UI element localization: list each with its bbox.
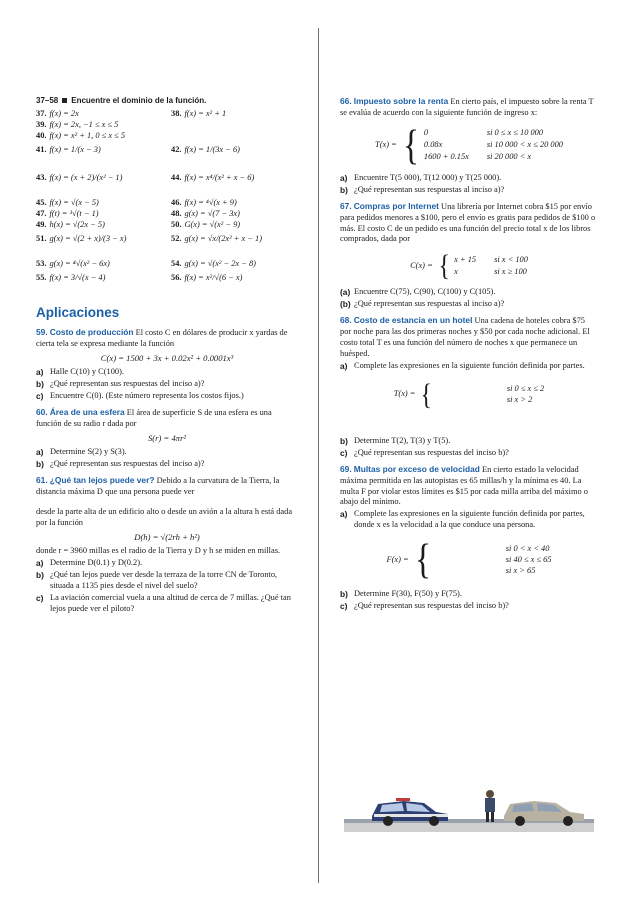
case-condition: si 40 ≤ x ≤ 65 bbox=[505, 554, 552, 564]
case-condition: si x > 2 bbox=[506, 394, 533, 404]
part-label: a) bbox=[340, 172, 348, 183]
exercise-expression: G(x) = √(x² − 9) bbox=[184, 220, 241, 230]
problem-intro: Una librería por Internet cobra $15 por envío para pedidos menores a $100, pero el envío es gratis para pedidos de $100 o más. El costo C de un pedido es una función del precio total x de los libros comprados, dada por bbox=[340, 201, 596, 244]
exercise-number: 53. bbox=[36, 259, 47, 269]
part-a bbox=[36, 367, 298, 378]
exercise-number: 56. bbox=[171, 273, 182, 283]
problem-number: 61. bbox=[36, 474, 48, 485]
part-label: b) bbox=[340, 589, 348, 600]
piecewise-function bbox=[340, 537, 598, 584]
exercise-expression: f(x) = 2x, −1 ≤ x ≤ 5 bbox=[49, 120, 119, 130]
exercise-expression: f(x) = 1/(3x − 6) bbox=[184, 145, 240, 155]
exercise-number: 50. bbox=[171, 220, 182, 230]
cases bbox=[437, 384, 544, 406]
piecewise-function bbox=[340, 251, 598, 281]
exercise-item bbox=[36, 120, 171, 131]
exercise-number: 49. bbox=[36, 220, 47, 230]
exercise-item bbox=[171, 109, 298, 120]
exercise-number: 38. bbox=[171, 109, 182, 119]
part-b bbox=[36, 570, 298, 592]
part-label: a) bbox=[340, 509, 348, 520]
part-a bbox=[340, 287, 598, 298]
part-label: b) bbox=[36, 458, 44, 469]
exercise-item bbox=[171, 209, 298, 220]
part-label: b) bbox=[340, 435, 348, 446]
part-text: Complete las expresiones en la siguiente función definida por partes, donde x es la velocidad a la que conduce una persona. bbox=[354, 509, 585, 530]
officer-icon bbox=[485, 790, 495, 822]
part-c bbox=[36, 593, 298, 615]
case-condition: si x > 65 bbox=[505, 565, 536, 575]
exercise-number: 43. bbox=[36, 173, 47, 183]
problem-61 bbox=[36, 475, 298, 615]
piecewise-function bbox=[340, 122, 598, 169]
function-lhs: F(x) = bbox=[386, 554, 409, 564]
left-brace-icon: { bbox=[414, 537, 431, 584]
part-label: b) bbox=[340, 184, 348, 195]
problem-title: Impuesto sobre la renta bbox=[353, 96, 449, 106]
part-text: Determine D(0.1) y D(0.2). bbox=[50, 558, 143, 568]
part-text: ¿Qué representan sus respuestas del inciso a)? bbox=[50, 378, 205, 388]
exercise-item bbox=[36, 170, 171, 198]
exercise-expression: f(x) = 3/√(x − 4) bbox=[49, 273, 106, 283]
exercise-number: 46. bbox=[171, 198, 182, 208]
part-c bbox=[340, 601, 598, 612]
exercise-item bbox=[36, 142, 171, 170]
part-b bbox=[340, 299, 598, 310]
exercise-number: 45. bbox=[36, 198, 47, 208]
part-b bbox=[340, 589, 598, 600]
part-b bbox=[340, 185, 598, 196]
exercise-number: 47. bbox=[36, 209, 47, 219]
exercise-expression: h(x) = √(2x − 5) bbox=[49, 220, 105, 230]
exercise-item bbox=[36, 220, 171, 231]
part-c bbox=[36, 391, 298, 402]
part-a bbox=[340, 361, 598, 372]
exercise-item bbox=[171, 120, 298, 131]
exercise-expression: f(x) = x²/√(6 − x) bbox=[184, 273, 243, 283]
part-label: c) bbox=[36, 390, 44, 401]
section-title: Aplicaciones bbox=[36, 305, 120, 321]
part-label: (a) bbox=[340, 287, 351, 298]
problem-number: 67. bbox=[340, 200, 352, 211]
right-column bbox=[340, 96, 598, 613]
part-text: Determine S(2) y S(3). bbox=[50, 446, 127, 456]
cases bbox=[454, 255, 528, 278]
part-label: c) bbox=[340, 447, 348, 458]
problem-intro: El costo C en dólares de producir x yardas de cierta tela se expresa mediante la función bbox=[36, 327, 288, 348]
exercise-item bbox=[36, 109, 171, 120]
part-text: Determine F(30), F(50) y F(75). bbox=[354, 589, 462, 599]
part-text: Encuentre C(0). (Este número representa los costos fijos.) bbox=[50, 390, 244, 400]
part-b bbox=[36, 379, 298, 390]
case-condition: si 0 < x < 40 bbox=[505, 543, 550, 553]
problem-60 bbox=[36, 407, 298, 470]
case-value: x bbox=[454, 266, 458, 276]
problem-number: 60. bbox=[36, 406, 48, 417]
exercise-expression: f(x) = √(x − 5) bbox=[49, 198, 99, 208]
exercises-range: 37–58 bbox=[36, 96, 59, 105]
case-value: x + 15 bbox=[454, 254, 477, 264]
case-condition: si x < 100 bbox=[494, 254, 528, 264]
case-value: 0 bbox=[423, 128, 429, 138]
exercise-expression: f(x) = x² + 1 bbox=[184, 109, 227, 119]
exercise-item bbox=[171, 131, 298, 142]
part-text: Encuentre T(5 000), T(12 000) y T(25 000). bbox=[354, 172, 502, 182]
part-text: ¿Qué representan sus respuestas del inciso a)? bbox=[50, 458, 205, 468]
piecewise-function bbox=[340, 377, 598, 411]
exercise-number: 52. bbox=[171, 234, 182, 244]
exercise-expression: f(x) = x⁴/(x² + x − 6) bbox=[184, 173, 255, 183]
part-text: Halle C(10) y C(100). bbox=[50, 366, 124, 376]
exercise-item bbox=[36, 209, 171, 220]
part-label: c) bbox=[36, 593, 44, 604]
exercise-number: 48. bbox=[171, 209, 182, 219]
problem-intro-continued: desde la parte alta de un edificio alto o desde un avión a la altura h está dada por la función bbox=[36, 507, 293, 528]
formula: D(h) = √(2rh + h²) bbox=[134, 532, 200, 543]
formula: C(x) = 1500 + 3x + 0.02x² + 0.0001x³ bbox=[100, 352, 234, 363]
problem-69 bbox=[340, 464, 598, 612]
exercise-item bbox=[36, 131, 171, 142]
exercise-grid bbox=[36, 109, 298, 298]
part-b bbox=[36, 459, 298, 470]
left-brace-icon: { bbox=[402, 122, 419, 169]
part-a bbox=[340, 509, 598, 531]
function-lhs: T(x) = bbox=[375, 140, 397, 150]
exercises-instruction: Encuentre el dominio de la función. bbox=[71, 96, 207, 105]
exercise-expression: f(x) = (x + 2)/(x² − 1) bbox=[49, 173, 123, 183]
exercise-item bbox=[171, 270, 298, 298]
exercise-number: 54. bbox=[171, 259, 182, 269]
exercise-item bbox=[171, 259, 298, 270]
cases bbox=[436, 544, 552, 577]
exercise-expression: g(x) = √(x² − 2x − 8) bbox=[184, 259, 256, 269]
case-condition: si 10 000 < x ≤ 20 000 bbox=[486, 140, 563, 150]
problem-68 bbox=[340, 315, 598, 458]
part-label: b) bbox=[36, 378, 44, 389]
problem-intro: En cierto estado la velocidad máxima permitida en las autopistas es 65 millas/h y la mínima es 40. La multa F por violar estos límites es $15 por cada milla arriba del máximo o abajo del mínimo. bbox=[340, 464, 588, 507]
police-stop-illustration bbox=[344, 770, 594, 838]
case-condition: si x ≥ 100 bbox=[494, 266, 527, 276]
exercise-number: 55. bbox=[36, 273, 47, 283]
part-a bbox=[36, 558, 298, 569]
part-a bbox=[340, 173, 598, 184]
case-value: 1600 + 0.15x bbox=[423, 152, 469, 162]
part-c bbox=[340, 448, 598, 459]
part-label: a) bbox=[36, 446, 44, 457]
part-text: ¿Qué representan sus respuestas al inciso a)? bbox=[354, 184, 505, 194]
exercise-item bbox=[36, 259, 171, 270]
exercise-item bbox=[36, 270, 171, 298]
left-column bbox=[36, 96, 298, 616]
exercise-expression: f(t) = ³√(t − 1) bbox=[49, 209, 99, 219]
part-text: Encuentre C(75), C(90), C(100) y C(105). bbox=[354, 287, 496, 297]
problem-59 bbox=[36, 327, 298, 402]
function-lhs: T(x) = bbox=[393, 389, 416, 399]
exercise-number: 44. bbox=[171, 173, 182, 183]
part-text: Determine T(2), T(3) y T(5). bbox=[354, 435, 451, 445]
part-text: ¿Qué representan sus respuestas al inciso a)? bbox=[354, 299, 505, 309]
cases bbox=[424, 128, 563, 163]
exercise-item bbox=[171, 170, 298, 198]
problem-number: 69. bbox=[340, 463, 352, 474]
exercise-expression: f(x) = 1/(x − 3) bbox=[49, 145, 101, 155]
problem-title: Compras por Internet bbox=[353, 200, 439, 211]
problem-number: 68. bbox=[340, 315, 352, 326]
case-condition: si 0 ≤ x ≤ 2 bbox=[506, 383, 545, 393]
problem-note: donde r = 3960 millas es el radio de la Tierra y D y h se miden en millas. bbox=[36, 546, 281, 556]
road-icon bbox=[344, 822, 594, 832]
part-label: a) bbox=[36, 558, 44, 569]
exercise-number: 41. bbox=[36, 145, 47, 155]
exercise-expression: f(x) = x² + 1, 0 ≤ x ≤ 5 bbox=[49, 131, 126, 141]
exercise-number: 40. bbox=[36, 131, 47, 141]
problem-title: Costo de estancia en un hotel bbox=[353, 315, 473, 326]
exercise-number: 51. bbox=[36, 234, 47, 244]
exercise-number: 39. bbox=[36, 120, 47, 130]
exercise-number: 37. bbox=[36, 109, 47, 119]
case-condition: si 0 ≤ x ≤ 10 000 bbox=[486, 128, 544, 138]
exercise-expression: g(x) = ⁴√(x² − 6x) bbox=[49, 259, 110, 269]
problem-66 bbox=[340, 96, 598, 196]
exercise-item bbox=[36, 198, 171, 209]
part-label: c) bbox=[340, 601, 348, 612]
exercise-number: 42. bbox=[171, 145, 182, 155]
exercise-item bbox=[171, 220, 298, 231]
exercise-expression: g(x) = √x/(2x² + x − 1) bbox=[184, 234, 263, 244]
exercises-header bbox=[36, 96, 298, 106]
part-label: (b) bbox=[340, 299, 351, 310]
part-label: a) bbox=[340, 360, 348, 371]
exercise-item bbox=[171, 198, 298, 209]
problem-number: 66. bbox=[340, 96, 352, 106]
column-divider bbox=[318, 28, 319, 883]
part-text: ¿Qué representan sus respuestas del inciso b)? bbox=[354, 601, 509, 611]
problem-intro: Una cadena de hoteles cobra $75 por noche para las dos primeras noches y $50 por cada noche adicional. El costo total T es una función del número de noches x que permanece un huésped. bbox=[340, 316, 590, 358]
problem-67 bbox=[340, 201, 598, 311]
exercise-expression: g(x) = √(2 + x)/(3 − x) bbox=[49, 234, 127, 244]
exercise-expression: f(x) = 2x bbox=[49, 109, 79, 119]
part-a bbox=[36, 447, 298, 458]
case-condition: si 20 000 < x bbox=[486, 152, 532, 162]
problem-title: Multas por exceso de velocidad bbox=[353, 463, 480, 474]
left-brace-icon: { bbox=[420, 377, 433, 411]
exercise-item bbox=[36, 231, 171, 259]
part-text: ¿Qué tan lejos puede ver desde la terraza de la torre CN de Toronto, situada a 1135 pies desde el nivel del suelo? bbox=[50, 570, 278, 591]
square-bullet-icon bbox=[62, 98, 67, 103]
part-b bbox=[340, 436, 598, 447]
exercise-item bbox=[171, 142, 298, 170]
left-brace-icon: { bbox=[438, 249, 450, 283]
problem-title: ¿Qué tan lejos puede ver? bbox=[49, 474, 155, 485]
part-text: Complete las expresiones en la siguiente función definida por partes. bbox=[354, 360, 585, 370]
function-lhs: C(x) = bbox=[410, 260, 433, 270]
problem-intro: El área de superficie S de una esfera es una función de su radio r dada por bbox=[36, 407, 272, 428]
exercise-expression: g(x) = √(7 − 3x) bbox=[184, 209, 240, 219]
part-label: b) bbox=[36, 570, 44, 581]
problem-title: Área de una esfera bbox=[49, 406, 125, 417]
part-text: La aviación comercial vuela a una altitud de cerca de 7 millas. ¿Qué tan lejos puede ver el piloto? bbox=[50, 593, 291, 614]
exercise-expression: f(x) = ⁴√(x + 9) bbox=[184, 198, 237, 208]
case-value: 0.08x bbox=[423, 140, 443, 150]
part-text: ¿Qué representan sus respuestas del inciso b)? bbox=[354, 447, 509, 457]
problem-title: Costo de producción bbox=[49, 326, 134, 337]
problem-intro: Debido a la curvatura de la Tierra, la distancia máxima D que una persona puede ver bbox=[36, 475, 280, 496]
formula: S(r) = 4πr² bbox=[148, 432, 186, 443]
problem-intro: En cierto país, el impuesto sobre la renta T se evalúa de acuerdo con la siguiente función de ingreso x: bbox=[340, 97, 594, 117]
problem-number: 59. bbox=[36, 326, 48, 337]
exercise-item bbox=[171, 231, 298, 259]
part-label: a) bbox=[36, 366, 44, 377]
